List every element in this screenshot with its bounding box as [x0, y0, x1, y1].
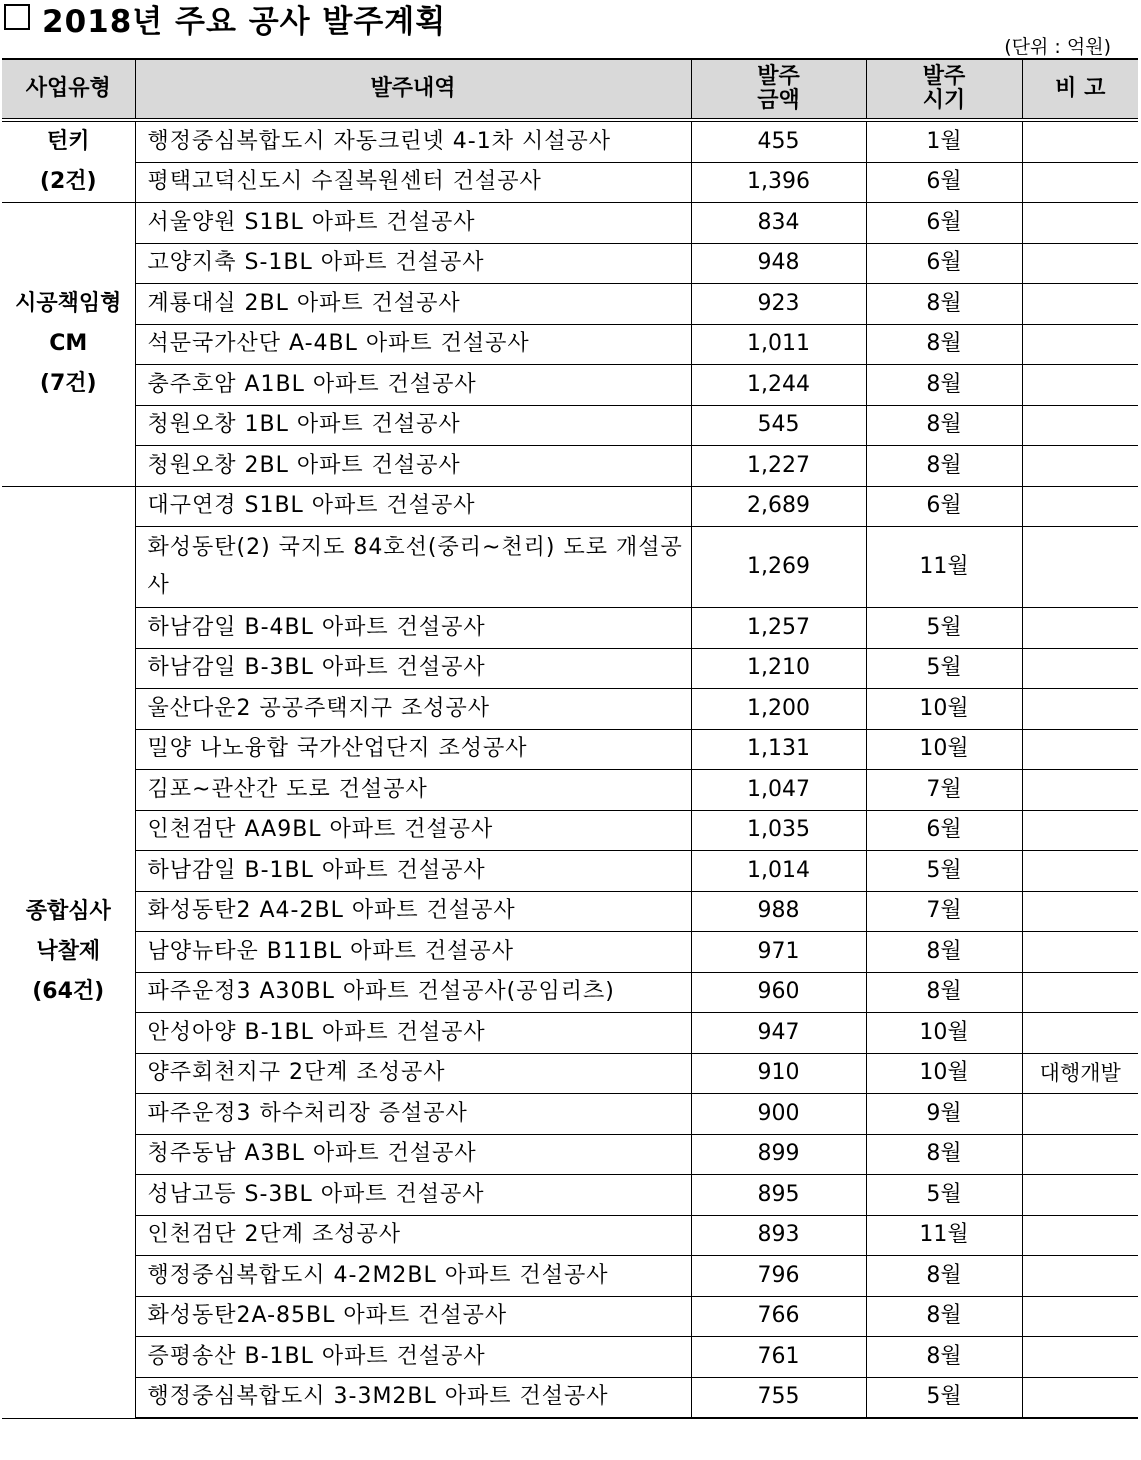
remark-cell: 대행개발	[1022, 1053, 1138, 1094]
remark-cell	[1022, 810, 1138, 851]
order-month-cell: 8월	[866, 1256, 1022, 1297]
order-month-cell: 5월	[866, 1175, 1022, 1216]
table-row	[2, 1134, 1138, 1175]
order-month-cell: 7월	[866, 770, 1022, 811]
order-amount-cell: 545	[691, 405, 866, 446]
order-amount-cell: 899	[691, 1134, 866, 1175]
order-description-cell: 하남감일 B-1BL 아파트 건설공사	[135, 851, 691, 892]
order-amount-cell: 947	[691, 1013, 866, 1054]
order-description-cell: 울산다운2 공공주택지구 조성공사	[135, 689, 691, 730]
order-amount-cell: 1,227	[691, 446, 866, 487]
remark-cell	[1022, 1296, 1138, 1337]
table-row	[2, 1296, 1138, 1337]
table-row	[2, 203, 1138, 244]
table-row	[2, 1215, 1138, 1256]
order-amount-cell: 948	[691, 243, 866, 284]
order-description-cell: 청주동남 A3BL 아파트 건설공사	[135, 1134, 691, 1175]
order-amount-cell: 761	[691, 1337, 866, 1378]
order-amount-cell: 755	[691, 1377, 866, 1418]
order-amount-cell: 455	[691, 120, 866, 162]
order-amount-cell: 1,396	[691, 162, 866, 203]
order-amount-cell: 893	[691, 1215, 866, 1256]
order-amount-cell: 988	[691, 891, 866, 932]
order-month-cell: 5월	[866, 1377, 1022, 1418]
order-description-cell: 청원오창 2BL 아파트 건설공사	[135, 446, 691, 487]
remark-cell	[1022, 162, 1138, 203]
header-timing-line1: 발주	[922, 64, 966, 89]
table-row	[2, 729, 1138, 770]
order-amount-cell: 766	[691, 1296, 866, 1337]
order-amount-cell: 1,210	[691, 648, 866, 689]
table-row	[2, 851, 1138, 892]
order-month-cell: 8월	[866, 1337, 1022, 1378]
order-month-cell: 10월	[866, 729, 1022, 770]
order-amount-cell: 1,244	[691, 365, 866, 406]
remark-cell	[1022, 770, 1138, 811]
remark-cell	[1022, 1094, 1138, 1135]
order-month-cell: 10월	[866, 1013, 1022, 1054]
table-row	[2, 1175, 1138, 1216]
remark-cell	[1022, 608, 1138, 649]
table-row	[2, 324, 1138, 365]
project-type-cell	[2, 120, 135, 203]
order-amount-cell: 895	[691, 1175, 866, 1216]
order-amount-cell: 834	[691, 203, 866, 244]
order-month-cell: 1월	[866, 120, 1022, 162]
project-type-line: 종합심사	[25, 899, 111, 924]
project-type-line: 턴키	[46, 129, 90, 154]
order-month-cell: 10월	[866, 689, 1022, 730]
order-description-cell: 화성동탄2 A4-2BL 아파트 건설공사	[135, 891, 691, 932]
order-description-cell: 양주회천지구 2단계 조성공사	[135, 1053, 691, 1094]
table-row	[2, 1256, 1138, 1297]
order-amount-cell: 1,014	[691, 851, 866, 892]
header-amount-line1: 발주	[757, 64, 800, 89]
order-description-cell: 고양지축 S-1BL 아파트 건설공사	[135, 243, 691, 284]
order-description-cell: 청원오창 1BL 아파트 건설공사	[135, 405, 691, 446]
remark-cell	[1022, 1377, 1138, 1418]
table-row	[2, 770, 1138, 811]
remark-cell	[1022, 689, 1138, 730]
order-month-cell: 8월	[866, 365, 1022, 406]
order-description-cell: 안성아양 B-1BL 아파트 건설공사	[135, 1013, 691, 1054]
order-description-cell: 계룡대실 2BL 아파트 건설공사	[135, 284, 691, 325]
order-month-cell: 8월	[866, 284, 1022, 325]
order-month-cell: 10월	[866, 1053, 1022, 1094]
order-month-cell: 6월	[866, 810, 1022, 851]
order-description-cell: 파주운정3 A30BL 아파트 건설공사(공임리츠)	[135, 972, 691, 1013]
remark-cell	[1022, 1337, 1138, 1378]
order-description-cell: 김포~관산간 도로 건설공사	[135, 770, 691, 811]
table-row	[2, 527, 1138, 608]
project-type-line: 낙찰제	[36, 939, 101, 964]
order-month-cell: 9월	[866, 1094, 1022, 1135]
order-amount-cell: 796	[691, 1256, 866, 1297]
order-amount-cell: 923	[691, 284, 866, 325]
order-month-cell: 8월	[866, 1296, 1022, 1337]
remark-cell	[1022, 891, 1138, 932]
order-amount-cell: 1,257	[691, 608, 866, 649]
table-row	[2, 162, 1138, 203]
table-row	[2, 810, 1138, 851]
remark-cell	[1022, 120, 1138, 162]
project-type-cell	[2, 203, 135, 487]
header-timing	[866, 59, 1022, 120]
order-description-cell: 행정중심복합도시 3-3M2BL 아파트 건설공사	[135, 1377, 691, 1418]
table-row	[2, 284, 1138, 325]
header-type: 사업유형	[2, 59, 135, 120]
remark-cell	[1022, 1215, 1138, 1256]
table-row	[2, 972, 1138, 1013]
table-row	[2, 365, 1138, 406]
order-month-cell: 11월	[866, 527, 1022, 608]
order-description-cell: 평택고덕신도시 수질복원센터 건설공사	[135, 162, 691, 203]
table-row	[2, 486, 1138, 527]
order-month-cell: 5월	[866, 608, 1022, 649]
table-row	[2, 1377, 1138, 1418]
remark-cell	[1022, 243, 1138, 284]
order-amount-cell: 1,200	[691, 689, 866, 730]
header-amount-line2: 금액	[757, 88, 800, 113]
table-row	[2, 648, 1138, 689]
order-amount-cell: 1,131	[691, 729, 866, 770]
order-description-cell: 증평송산 B-1BL 아파트 건설공사	[135, 1337, 691, 1378]
remark-cell	[1022, 405, 1138, 446]
order-month-cell: 6월	[866, 203, 1022, 244]
order-description-cell: 화성동탄2A-85BL 아파트 건설공사	[135, 1296, 691, 1337]
order-month-cell: 6월	[866, 243, 1022, 284]
order-amount-cell: 900	[691, 1094, 866, 1135]
order-description-cell: 인천검단 2단계 조성공사	[135, 1215, 691, 1256]
header-amount	[691, 59, 866, 120]
page-title	[4, 4, 446, 40]
order-description-cell: 화성동탄(2) 국지도 84호선(중리~천리) 도로 개설공사	[135, 527, 691, 608]
remark-cell	[1022, 1256, 1138, 1297]
order-description-cell: 남양뉴타운 B11BL 아파트 건설공사	[135, 932, 691, 973]
order-month-cell: 6월	[866, 486, 1022, 527]
remark-cell	[1022, 648, 1138, 689]
order-description-cell: 행정중심복합도시 4-2M2BL 아파트 건설공사	[135, 1256, 691, 1297]
order-plan-table	[2, 58, 1138, 1419]
table-header-row	[2, 59, 1138, 120]
order-month-cell: 8월	[866, 405, 1022, 446]
remark-cell	[1022, 527, 1138, 608]
order-description-cell: 석문국가산단 A-4BL 아파트 건설공사	[135, 324, 691, 365]
header-timing-line2: 시기	[922, 88, 966, 113]
order-description-cell: 하남감일 B-4BL 아파트 건설공사	[135, 608, 691, 649]
remark-cell	[1022, 446, 1138, 487]
checkbox-square-icon	[4, 4, 30, 30]
order-description-cell: 파주운정3 하수처리장 증설공사	[135, 1094, 691, 1135]
order-description-cell: 행정중심복합도시 자동크린넷 4-1차 시설공사	[135, 120, 691, 162]
remark-cell	[1022, 729, 1138, 770]
header-note: 비 고	[1022, 59, 1138, 120]
remark-cell	[1022, 1175, 1138, 1216]
table-row	[2, 891, 1138, 932]
project-type-line: CM	[49, 331, 88, 357]
title-text: 2018년 주요 공사 발주계획	[42, 4, 447, 40]
order-amount-cell: 971	[691, 932, 866, 973]
table-row	[2, 1094, 1138, 1135]
order-month-cell: 8월	[866, 932, 1022, 973]
order-month-cell: 8월	[866, 324, 1022, 365]
unit-note: (단위 : 억원)	[1004, 36, 1111, 58]
table-row	[2, 1337, 1138, 1378]
order-month-cell: 6월	[866, 162, 1022, 203]
remark-cell	[1022, 324, 1138, 365]
remark-cell	[1022, 486, 1138, 527]
table-row	[2, 446, 1138, 487]
remark-cell	[1022, 1013, 1138, 1054]
order-amount-cell: 1,035	[691, 810, 866, 851]
order-amount-cell: 2,689	[691, 486, 866, 527]
order-description-cell: 충주호암 A1BL 아파트 건설공사	[135, 365, 691, 406]
order-month-cell: 7월	[866, 891, 1022, 932]
table-row	[2, 1013, 1138, 1054]
order-amount-cell: 910	[691, 1053, 866, 1094]
project-type-line: (64건)	[32, 979, 105, 1004]
project-type-line: (7건)	[39, 371, 97, 397]
remark-cell	[1022, 365, 1138, 406]
table-row	[2, 405, 1138, 446]
remark-cell	[1022, 932, 1138, 973]
order-month-cell: 8월	[866, 446, 1022, 487]
order-description-cell: 밀양 나노융합 국가산업단지 조성공사	[135, 729, 691, 770]
order-amount-cell: 1,047	[691, 770, 866, 811]
order-amount-cell: 1,269	[691, 527, 866, 608]
remark-cell	[1022, 972, 1138, 1013]
order-amount-cell: 1,011	[691, 324, 866, 365]
project-type-cell	[2, 486, 135, 1418]
order-month-cell: 8월	[866, 1134, 1022, 1175]
order-description-cell: 대구연경 S1BL 아파트 건설공사	[135, 486, 691, 527]
remark-cell	[1022, 203, 1138, 244]
table-row	[2, 1053, 1138, 1094]
remark-cell	[1022, 851, 1138, 892]
order-amount-cell: 960	[691, 972, 866, 1013]
table-row	[2, 689, 1138, 730]
table-body	[2, 120, 1138, 1418]
order-description-cell: 하남감일 B-3BL 아파트 건설공사	[135, 648, 691, 689]
order-month-cell: 5월	[866, 648, 1022, 689]
project-type-line: (2건)	[39, 169, 97, 194]
project-type-line: 시공책임형	[15, 291, 122, 317]
header-desc: 발주내역	[135, 59, 691, 120]
order-month-cell: 8월	[866, 972, 1022, 1013]
order-month-cell: 11월	[866, 1215, 1022, 1256]
table-row	[2, 120, 1138, 162]
remark-cell	[1022, 1134, 1138, 1175]
remark-cell	[1022, 284, 1138, 325]
table-row	[2, 932, 1138, 973]
order-description-cell: 서울양원 S1BL 아파트 건설공사	[135, 203, 691, 244]
table-row	[2, 608, 1138, 649]
table-row	[2, 243, 1138, 284]
order-month-cell: 5월	[866, 851, 1022, 892]
order-description-cell: 성남고등 S-3BL 아파트 건설공사	[135, 1175, 691, 1216]
order-description-cell: 인천검단 AA9BL 아파트 건설공사	[135, 810, 691, 851]
